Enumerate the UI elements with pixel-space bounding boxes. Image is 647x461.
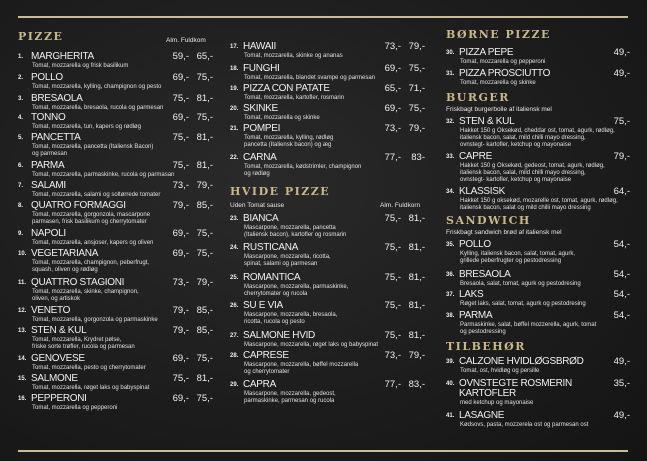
item-number: 40.	[446, 381, 455, 387]
item-number: 28.	[230, 353, 239, 359]
item-header-row	[230, 351, 425, 361]
menu-item	[446, 48, 630, 66]
menu-item	[18, 374, 213, 392]
item-description: Kylling, italiensk bacon, salat, tomat, agurk, grillede peberfrugter og pestodressing	[460, 251, 576, 264]
item-name: SALMONE	[31, 373, 78, 384]
item-description: Tomat, mozzarella, skinke, champignon, oliven, og artiskok	[32, 289, 139, 302]
item-name: MARGHERITA	[31, 51, 94, 62]
item-header-row	[18, 354, 213, 364]
item-name: POMPEI	[243, 123, 281, 134]
item-number: 10.	[18, 251, 27, 257]
item-description: Røget laks, salat, tomat, agurk og pestodresing	[460, 301, 586, 307]
item-name: SKINKE	[243, 103, 278, 114]
item-number: 15.	[18, 376, 27, 382]
item-number: 27.	[230, 333, 239, 339]
item-name: POLLO	[31, 72, 63, 83]
item-number: 37.	[446, 292, 455, 298]
menu-item	[18, 354, 213, 372]
item-description: Tomat, mozzarella og skinke	[460, 80, 536, 86]
item-description: Tomat, mozzarella, salami og soltørrede tomater	[32, 192, 161, 198]
price-fuldkorn: 75,-	[196, 393, 213, 404]
item-description: Mascarpone, mozzarella, gedeost, parmaskinke, parmesan og rucola	[244, 391, 336, 404]
item-name: PIZZA PEPE	[459, 47, 514, 58]
price-alm: 65,-	[384, 83, 401, 94]
price-fuldkorn: 81,-	[196, 373, 213, 384]
price-fuldkorn: 81,-	[408, 272, 425, 283]
item-header-row	[446, 48, 630, 58]
item-description: Tomat, mozzarella, pancetta (Italiensk Bacon) og parmesan	[32, 144, 154, 157]
item-header-row	[230, 331, 425, 341]
price: 35,-	[613, 378, 630, 389]
price-fuldkorn: 75,-	[196, 248, 213, 259]
price-fuldkorn: 79,-	[408, 41, 425, 52]
menu-item	[18, 94, 213, 112]
item-header-row	[230, 214, 425, 224]
item-name: HAWAII	[243, 41, 277, 52]
item-header-row	[230, 42, 425, 52]
item-description: Tomat, mozzarella, ansjoser, kapers og oliven	[32, 240, 154, 246]
price-fuldkorn: 81,-	[196, 160, 213, 171]
item-number: 25.	[230, 275, 239, 281]
item-number: 36.	[446, 272, 455, 278]
item-description: Tomat, mozzarella, kylling, rødløg pancetta (Italiensk bacon) og æg	[244, 135, 334, 148]
menu-item	[446, 69, 630, 87]
item-name: PANCETTA	[31, 132, 81, 143]
item-header-row	[18, 229, 213, 239]
price-fuldkorn: 75,-	[196, 112, 213, 123]
price-alm: 75,-	[172, 93, 189, 104]
item-name: FUNGHI	[243, 63, 280, 74]
item-header-row	[18, 113, 213, 123]
item-number: 14.	[18, 356, 27, 362]
item-description: Tomat, mozzarella, gorgonzola, mascarpone parmasen, frisk basilikum og cherrytomater	[32, 212, 151, 225]
item-number: 18.	[230, 66, 239, 72]
item-header-row	[18, 394, 213, 404]
item-description: Mascarpone, mozzarella, pancetta (Italiensk bacon), kartofler og rosmarin	[244, 225, 347, 238]
price: 54,-	[613, 289, 630, 300]
item-name: QUATRO FORMAGGI	[31, 200, 126, 211]
item-number: 32.	[446, 119, 455, 125]
menu-item	[18, 394, 213, 412]
item-description: Tomat, mozzarella, blandet svampe og parmesan	[244, 75, 376, 81]
item-number: 39.	[446, 359, 455, 365]
item-name: STEN & KUL	[459, 116, 515, 127]
item-number: 23.	[230, 216, 239, 222]
price-fuldkorn: 79,-	[196, 277, 213, 288]
price-alm: 73,-	[172, 277, 189, 288]
item-header-row	[230, 153, 425, 163]
item-description: med ketchup og mayonaise	[460, 400, 534, 406]
item-header-row	[446, 69, 630, 79]
item-number: 20.	[230, 106, 239, 112]
menu-item	[230, 214, 425, 239]
item-name: BRESAOLA	[459, 269, 511, 280]
item-number: 2.	[18, 75, 24, 81]
item-description: Tomat, mozzarella, champignon, peberfrugt, squash, oliven og rødløg	[32, 260, 150, 273]
price-fuldkorn: 79,-	[408, 350, 425, 361]
item-name: ROMANTICA	[243, 272, 301, 283]
menu-item	[230, 380, 425, 405]
menu-item	[18, 326, 213, 351]
price: 79,-	[613, 151, 630, 162]
item-name: PIZZA PROSCIUTTO	[459, 68, 551, 79]
price: 54,-	[613, 239, 630, 250]
item-header-row	[230, 380, 425, 390]
price-fuldkorn: 71,-	[408, 83, 425, 94]
item-description: Tomat, mozzarella, Krydret pølse, friske sorte trøfler, rucola og parmesan	[32, 337, 135, 350]
item-name: CALZONE HVIDLØGSBRØD	[459, 356, 584, 367]
item-description: Bresaola, salat, tomat, agurk og pestodresing	[460, 281, 581, 287]
item-description: Hakket 150 g oksekød, mozarelle ost, tomat, agurk, rødløg, italiensk bacon, salat og mild chilli mayo dressing	[460, 198, 618, 211]
item-number: 35.	[446, 242, 455, 248]
item-header-row	[18, 278, 213, 288]
item-description: Mascarpone, mozzarella, røget laks og babyspinat	[244, 342, 379, 348]
menu-item	[230, 153, 425, 178]
item-number: 16.	[18, 396, 27, 402]
item-number: 9.	[18, 231, 24, 237]
item-header-row	[18, 161, 213, 171]
item-description: Mascarpone, mozzarella, bøffel mozzarella og cherrytomater	[244, 362, 359, 375]
price-alm: 59,-	[172, 51, 189, 62]
item-description: Tomat, mozzarella, gorgonzola og parmaskinke	[32, 317, 158, 323]
sandwich-subtitle: Friskbagt sandwich brød af italiensk mel	[446, 229, 562, 236]
item-name: RUSTICANA	[243, 242, 299, 253]
item-description: Tomat, mozzarella, parmaskinke, rucola og parmasan	[32, 172, 175, 178]
item-description: Tomat, mozzarella, bresaola, rucola og parmesan	[32, 105, 164, 111]
price-fuldkorn: 65,-	[196, 51, 213, 62]
item-header-row	[446, 411, 630, 421]
top-divider	[18, 16, 628, 18]
price-fuldkorn: 85,-	[196, 200, 213, 211]
menu-item	[18, 113, 213, 131]
price-fuldkorn: 81,-	[196, 132, 213, 143]
alm-label: Alm.	[380, 202, 393, 209]
item-number: 29.	[230, 382, 239, 388]
item-header-row	[18, 94, 213, 104]
item-header-row	[446, 187, 630, 197]
section-title-sandwich: SANDWICH	[446, 214, 531, 227]
item-description: Kødsovs, pasta, mozzerela ost og parmesan ost	[460, 422, 589, 428]
menu-item	[446, 311, 630, 336]
item-header-row	[18, 181, 213, 191]
menu-item	[18, 52, 213, 70]
price-fuldkorn: 83,-	[408, 379, 425, 390]
item-number: 11.	[18, 280, 27, 286]
item-description: Mascarpone, mozzarella, parmaskinke, cherrytomater og rucola	[244, 284, 349, 297]
item-number: 8.	[18, 203, 24, 209]
item-header-row	[18, 249, 213, 259]
bottom-divider	[18, 450, 628, 452]
menu-item	[230, 301, 425, 326]
price-fuldkorn: 81,-	[408, 242, 425, 253]
menu-item	[446, 187, 630, 212]
item-header-row	[18, 201, 213, 211]
section-title-tilbehor: TILBEHØR	[446, 340, 526, 353]
item-header-row	[446, 152, 630, 162]
fuldkorn-label: Fuldkorn	[394, 202, 421, 209]
item-name: SU E VIA	[243, 300, 283, 311]
item-number: 22.	[230, 155, 239, 161]
price-fuldkorn: 75,-	[196, 72, 213, 83]
section-title-burger: BURGER	[446, 91, 510, 104]
menu-item	[230, 84, 425, 102]
item-name: LASAGNE	[459, 410, 505, 421]
item-name: LAKS	[459, 289, 484, 300]
item-name: STEN & KUL	[31, 325, 87, 336]
item-description: Tomat, mozzarella og pepperoni	[32, 405, 118, 411]
price-fuldkorn: 79,-	[408, 123, 425, 134]
item-header-row	[446, 240, 630, 250]
price: 49,-	[613, 356, 630, 367]
item-name: CARNA	[243, 152, 277, 163]
price-alm: 75,-	[172, 160, 189, 171]
item-header-row	[230, 301, 425, 311]
price-alm: 75,-	[384, 272, 401, 283]
price-fuldkorn: 81,-	[196, 93, 213, 104]
item-description: Tomat, mozzarella og pepperoni	[460, 59, 546, 65]
item-name: SALAMI	[31, 180, 66, 191]
item-name: GENOVESE	[31, 353, 85, 364]
item-description: Hakket 150 g Oksekød, gedeost, tomat, agurk, rødløg, italiensk bacon, salat, mild chilli mayo dressing, ovnstegt- kartofler, ketchup og mayonaise	[460, 163, 605, 183]
price-fuldkorn: 85,-	[196, 325, 213, 336]
menu-item	[230, 104, 425, 122]
price-alm: 75,-	[384, 242, 401, 253]
price: 49,-	[613, 410, 630, 421]
item-header-row	[446, 270, 630, 280]
item-description: Tomat, mozzarella, pesto og cherrytomater	[32, 365, 146, 371]
item-description: Tomat, mozzarella, røget laks og babyspinat	[32, 385, 150, 391]
price-fuldkorn: 81,-	[408, 213, 425, 224]
burger-subtitle: Friskbagt burgerbolle af italiensk mel	[446, 106, 552, 113]
item-number: 30.	[446, 50, 455, 56]
price-alm: 77,-	[384, 152, 401, 163]
item-number: 24.	[230, 245, 239, 251]
item-description: Tomat, mozzarella, kylling, champignon og pesto	[32, 84, 162, 90]
item-description: Tomat, mozzarella, skinke og ananas	[244, 53, 343, 59]
price-alm: 77,-	[384, 379, 401, 390]
item-number: 3.	[18, 96, 24, 102]
menu-item	[230, 42, 425, 60]
item-number: 6.	[18, 163, 24, 169]
item-name: OVNSTEGTE ROSMERIN KARTOFLER	[459, 378, 572, 399]
price-alm: 75,-	[172, 132, 189, 143]
item-number: 26.	[230, 303, 239, 309]
menu-item	[18, 249, 213, 274]
price-alm: 69,-	[384, 103, 401, 114]
menu-item	[230, 331, 425, 349]
item-description: Tomat, ost, hvidløg og persille	[460, 368, 540, 374]
item-number: 21.	[230, 126, 239, 132]
item-header-row	[230, 104, 425, 114]
price: 49,-	[613, 47, 630, 58]
price-alm: 73,-	[384, 41, 401, 52]
item-header-row	[446, 290, 630, 300]
price-fuldkorn: 81,-	[408, 300, 425, 311]
menu-item	[446, 290, 630, 308]
price-alm: 75,-	[172, 373, 189, 384]
item-header-row	[18, 374, 213, 384]
item-name: CAPRESE	[243, 350, 289, 361]
item-name: BRESAOLA	[31, 93, 83, 104]
item-description: Tomat, mozzarella, kartofler, rosmarin	[244, 95, 345, 101]
menu-item	[18, 278, 213, 303]
item-name: VENETO	[31, 305, 71, 316]
section-title-borne-pizze: BØRNE PIZZE	[446, 28, 551, 41]
item-name: QUATTRO STAGIONI	[31, 277, 125, 288]
menu-item	[18, 306, 213, 324]
price-alm: 69,-	[172, 72, 189, 83]
item-header-row	[18, 73, 213, 83]
menu-item	[446, 117, 630, 149]
item-name: PEPPERONI	[31, 393, 87, 404]
item-number: 33.	[446, 154, 455, 160]
item-number: 41.	[446, 413, 455, 419]
menu-item	[230, 351, 425, 376]
item-header-row	[446, 117, 630, 127]
price-alm: 79,-	[172, 325, 189, 336]
menu-item	[18, 133, 213, 158]
menu-item	[18, 229, 213, 247]
price-fuldkorn: 75,-	[408, 103, 425, 114]
item-description: Mascarpone, mozzarella, ricotta, spinat, salami og parmesan	[244, 254, 331, 267]
price-alm: 69,-	[172, 112, 189, 123]
item-name: SALMONE HVID	[243, 330, 315, 341]
item-name: TONNO	[31, 112, 66, 123]
item-header-row	[18, 133, 213, 143]
item-number: 7.	[18, 183, 24, 189]
item-header-row	[230, 64, 425, 74]
menu-item	[18, 73, 213, 91]
price: 64,-	[613, 186, 630, 197]
item-number: 38.	[446, 313, 455, 319]
price: 54,-	[613, 269, 630, 280]
item-name: NAPOLI	[31, 228, 66, 239]
menu-item	[230, 273, 425, 298]
item-description: Mascarpone, mozzarella, bresaola, ricotta, rucola og pesto	[244, 312, 338, 325]
item-number: 4.	[18, 115, 24, 121]
item-number: 1.	[18, 54, 24, 60]
hvide-subtitle: Uden Tomat sause	[230, 202, 285, 209]
section-title-pizze: PIZZE	[18, 30, 64, 43]
item-name: PARMA	[459, 310, 493, 321]
menu-item	[446, 152, 630, 184]
item-number: 31.	[446, 71, 455, 77]
price: 75,-	[613, 116, 630, 127]
menu-item	[18, 201, 213, 226]
price-alm: 79,-	[172, 305, 189, 316]
item-description: Tomat, mozzarella, tun, kapers og rødløg	[32, 124, 142, 130]
item-description: Parmaskinke, salat, bøffel mozzerella, agurk, tomat og pestodressing	[460, 322, 597, 335]
alm-label: Alm.	[166, 37, 179, 44]
price-fuldkorn: 85,-	[196, 305, 213, 316]
price-fuldkorn: 75,-	[408, 63, 425, 74]
menu-item	[446, 411, 630, 429]
item-header-row	[230, 84, 425, 94]
price-alm: 69,-	[172, 353, 189, 364]
price-fuldkorn: 75,-	[196, 353, 213, 364]
item-number: 12.	[18, 308, 27, 314]
price-alm: 73,-	[172, 180, 189, 191]
item-name: VEGETARIANA	[31, 248, 99, 259]
item-number: 5.	[18, 135, 24, 141]
item-header-row	[230, 124, 425, 134]
price-alm: 69,-	[172, 393, 189, 404]
item-number: 34.	[446, 189, 455, 195]
menu-item	[18, 161, 213, 179]
price-alm: 69,-	[172, 248, 189, 259]
price-alm: 79,-	[172, 200, 189, 211]
price-fuldkorn: 81,-	[408, 330, 425, 341]
column-header-prices-hvide	[380, 202, 420, 210]
item-header-row	[446, 311, 630, 321]
menu-item	[446, 379, 630, 407]
item-header-row	[18, 326, 213, 336]
price-fuldkorn: 75,-	[196, 228, 213, 239]
item-name: PIZZA CON PATATE	[243, 83, 330, 94]
menu-item	[446, 240, 630, 265]
menu-item	[446, 270, 630, 288]
item-name: CAPRA	[243, 379, 276, 390]
item-number: 13.	[18, 328, 27, 334]
price-alm: 73,-	[384, 123, 401, 134]
item-name: CAPRE	[459, 151, 492, 162]
price-alm: 73,-	[384, 350, 401, 361]
item-header-row	[18, 306, 213, 316]
menu-item	[230, 243, 425, 268]
price: 49,-	[613, 68, 630, 79]
item-header-row	[230, 273, 425, 283]
menu-item	[230, 124, 425, 149]
fuldkorn-label: Fuldkom	[180, 37, 206, 44]
item-description: Tomat, mozzarella, kødstrimler, champignon og rødløg	[244, 164, 362, 177]
item-description: Hakket 150 g Oksekød, cheddar ost, tomat, agurk, rødløg, italiensk bacon, salat, mild chilli mayo dressing, ovnstegt- kartofler, ketchup og mayonaise	[460, 128, 615, 148]
item-description: Tomat, mozzarella og skinke	[244, 115, 320, 121]
item-description: Tomat, mozzarella og frisk basilikum	[32, 63, 129, 69]
item-name: PARMA	[31, 160, 65, 171]
item-name: POLLO	[459, 239, 491, 250]
price-alm: 75,-	[384, 330, 401, 341]
price-fuldkorn: 83-	[411, 152, 425, 163]
section-title-hvide-pizze: HVIDE PIZZE	[230, 185, 331, 198]
menu-item	[446, 357, 630, 375]
price: 54,-	[613, 310, 630, 321]
column-header-prices	[166, 37, 206, 45]
item-number: 19.	[230, 86, 239, 92]
item-name: BIANCA	[243, 213, 279, 224]
item-number: 17.	[230, 44, 239, 50]
price-alm: 69,-	[384, 63, 401, 74]
price-fuldkorn: 79,-	[196, 180, 213, 191]
item-header-row	[230, 243, 425, 253]
price-alm: 69,-	[172, 228, 189, 239]
price-alm: 75,-	[384, 300, 401, 311]
menu-item	[230, 64, 425, 82]
item-name: KLASSISK	[459, 186, 505, 197]
price-alm: 75,-	[384, 213, 401, 224]
item-header-row	[18, 52, 213, 62]
item-header-row	[446, 379, 630, 399]
item-header-row	[446, 357, 630, 367]
menu-item	[18, 181, 213, 199]
